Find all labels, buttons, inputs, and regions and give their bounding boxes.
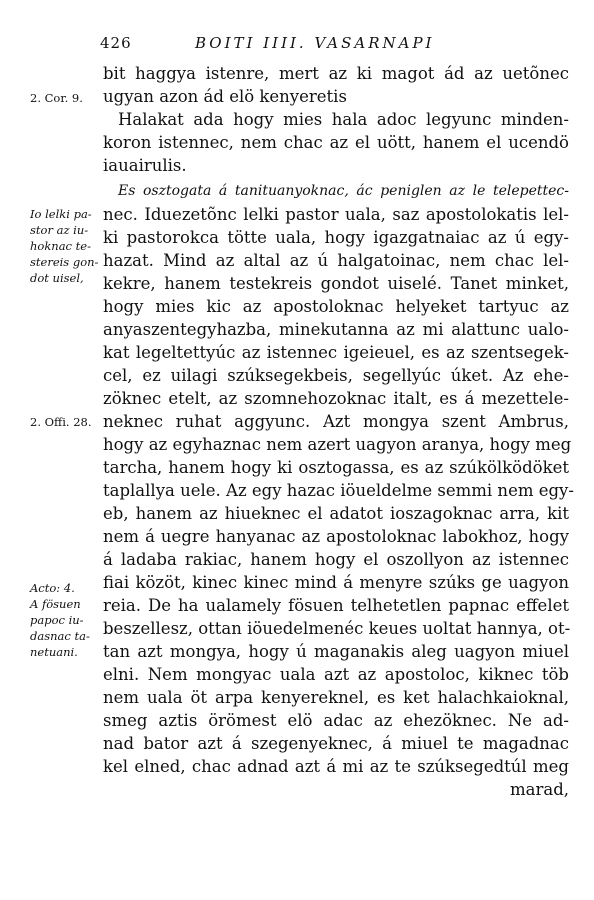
margin-note: hoknac te- (30, 239, 91, 253)
text-line: anyaszentegyhazba, minekutanna az mi alattunc ualo- (103, 320, 569, 339)
text-line: Halakat ada hogy mies hala adoc legyunc minden- (118, 110, 569, 129)
text-line: taplallya uele. Az egy hazac iöueldelme semmi nem egy- (103, 481, 574, 500)
margin-note: stereis gon- (30, 255, 99, 269)
text-line: zöknec etelt, az szomnehozoknac italt, es á mezettele- (103, 389, 569, 408)
text-line: ugyan azon ád elö kenyeretis (103, 87, 347, 106)
text-line: hazat. Mind az altal az ú halgatoinac, nem chac lel- (103, 251, 569, 270)
text-line: bit haggya istenre, mert az ki magot ád az uetõnec (103, 64, 569, 83)
text-line: marad, (510, 780, 570, 799)
margin-note: papoc iu- (30, 613, 84, 627)
text-line: koron istennec, nem chac az el uött, hanem el ucendö (103, 133, 569, 152)
text-line: Es osztogata á tanituanyoknac, ác peniglen az le telepettec- (118, 183, 569, 199)
margin-note: Io lelki pa- (30, 207, 92, 221)
running-head: BOITI IIII. VASARNAPI (195, 34, 435, 52)
text-line: á ladaba rakiac, hanem hogy el oszollyon az istennec (103, 550, 569, 569)
text-line: neknec ruhat aggyunc. Azt mongya szent Ambrus, (103, 412, 569, 431)
text-line: smeg aztis örömest elö adac az ehezöknec. Ne ad- (103, 711, 569, 730)
text-line: nem á uegre hanyanac az apostoloknac labokhoz, hogy (103, 527, 569, 546)
margin-note: 2. Cor. 9. (30, 91, 83, 105)
text-line: eb, hanem az hiueknec el adatot ioszagoknac arra, kit (103, 504, 569, 523)
margin-note: Acto: 4. (30, 581, 75, 595)
text-line: nad bator azt á szegenyeknec, á miuel te magadnac (103, 734, 569, 753)
text-line: beszellesz, ottan iöuedelmenéc keues uoltat hannya, ot- (103, 619, 571, 638)
text-line: hogy mies kic az apostoloknac helyeket tartyuc az (103, 297, 569, 316)
text-line: nem uala öt arpa kenyereknel, es ket halachkaioknal, (103, 688, 569, 707)
margin-note: dot uisel, (30, 271, 84, 285)
text-line: iauairulis. (103, 156, 187, 175)
text-line: reia. De ha ualamely fösuen telhetetlen papnac effelet (103, 596, 569, 615)
page-header (100, 34, 570, 58)
margin-note: netuani. (30, 645, 78, 659)
margin-note: stor az iu- (30, 223, 89, 237)
margin-note: dasnac ta- (30, 629, 90, 643)
margin-note: A fösuen (30, 597, 81, 611)
text-line: cel, ez uilagi szúksegekbeis, segellyúc úket. Az ehe- (103, 366, 569, 385)
text-line: elni. Nem mongyac uala azt az apostoloc, kiknec töb (103, 665, 569, 684)
text-line: tan azt mongya, hogy ú maganakis aleg uagyon miuel (103, 642, 569, 661)
text-line: hogy az egyhaznac nem azert uagyon aranya, hogy meg (103, 435, 572, 454)
text-line: ki pastorokca tötte uala, hogy igazgatnaiac az ú egy- (103, 228, 569, 247)
text-line: tarcha, hanem hogy ki osztogassa, es az szúkölködöket (103, 458, 569, 477)
text-line: nec. Iduezetõnc lelki pastor uala, saz apostolokatis lel- (103, 205, 569, 224)
text-line: kekre, hanem testekreis gondot uiselé. Tanet minket, (103, 274, 569, 293)
text-line: kat legeltettyúc az istennec igeieuel, es az szentsegek- (103, 343, 569, 362)
text-line: fiai közöt, kinec kinec mind á menyre szúks ge uagyon (103, 573, 569, 592)
margin-note: 2. Offi. 28. (30, 415, 92, 429)
text-line: kel elned, chac adnad azt á mi az te szúksegedtúl meg (103, 757, 569, 776)
page-number: 426 (100, 34, 132, 52)
